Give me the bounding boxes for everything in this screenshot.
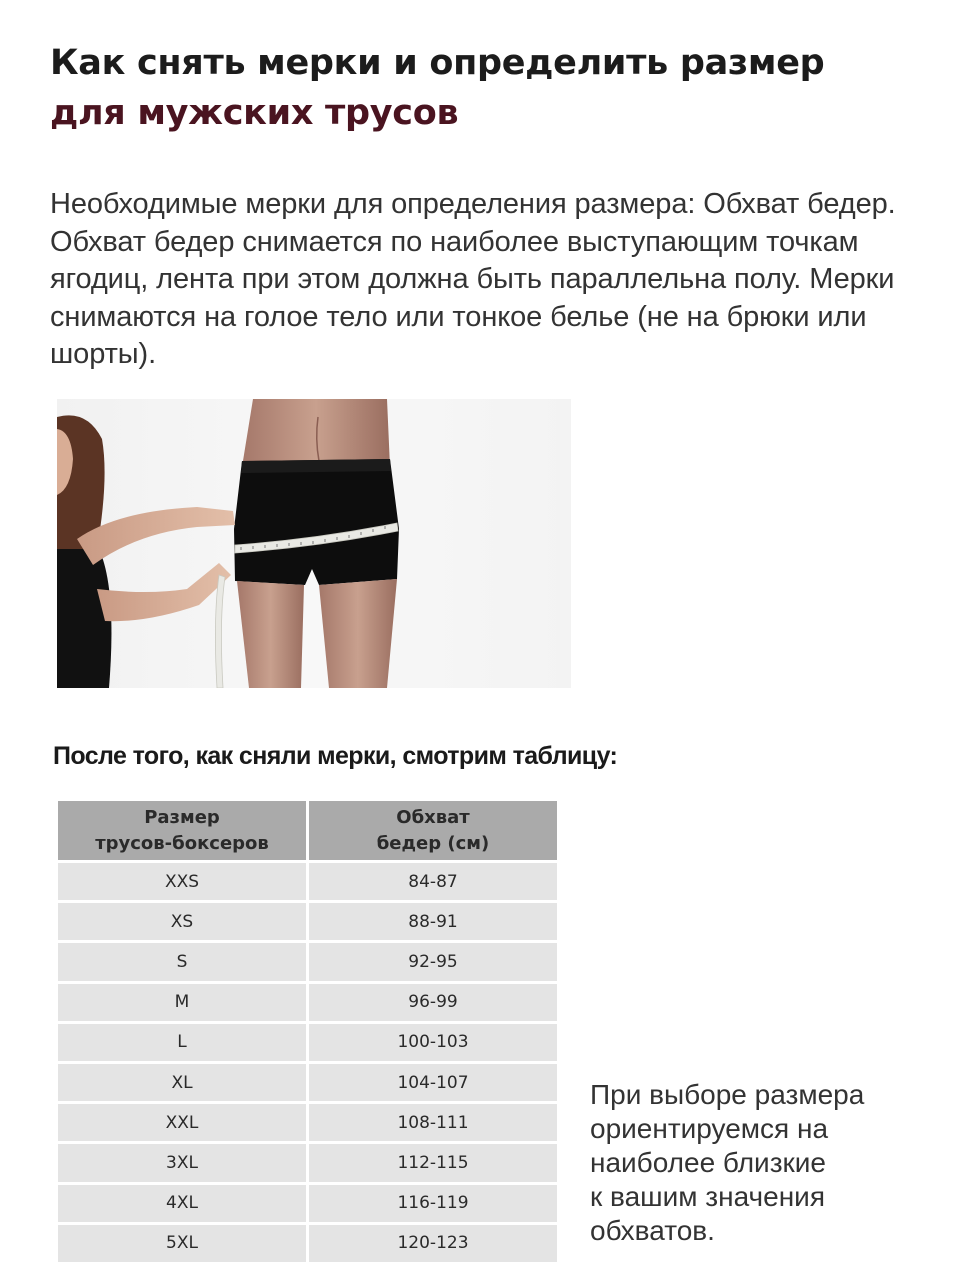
table-row xyxy=(58,903,557,940)
size-cell: L xyxy=(58,1024,306,1061)
page-title-line-1: Как снять мерки и определить размер xyxy=(50,43,825,83)
table-row xyxy=(58,1024,557,1061)
note-line-1: При выборе размера xyxy=(590,1079,865,1110)
hips-column-header-line-2: бедер (см) xyxy=(376,832,490,854)
size-cell: XXS xyxy=(58,863,306,900)
table-row xyxy=(58,1144,557,1181)
size-cell: M xyxy=(58,984,306,1021)
size-table xyxy=(55,798,560,1265)
hips-cell: 108-111 xyxy=(309,1104,557,1141)
size-column-header xyxy=(58,801,306,860)
note-line-4: к вашим значения xyxy=(590,1181,825,1212)
table-row xyxy=(58,1064,557,1101)
size-cell: 5XL xyxy=(58,1225,306,1262)
note-line-3: наиболее близкие xyxy=(590,1147,826,1178)
hips-cell: 104-107 xyxy=(309,1064,557,1101)
measuring-photo xyxy=(57,399,571,688)
intro-paragraph: Необходимые мерки для определения размера: Обхват бедер. Обхват бедер снимается по наиболее выступающим точкам ягодиц, лента при этом должна быть параллельна полу. Мерки снимаются на голое тело или тонкое белье (не на брюки или шорты). xyxy=(50,188,896,370)
size-cell: XXL xyxy=(58,1104,306,1141)
size-selection-note xyxy=(590,1078,864,1248)
size-cell: S xyxy=(58,943,306,980)
size-table-header-row xyxy=(58,801,557,860)
size-column-header-line-1: Размер xyxy=(144,806,220,828)
table-row xyxy=(58,1185,557,1222)
hips-cell: 100-103 xyxy=(309,1024,557,1061)
hips-cell: 96-99 xyxy=(309,984,557,1021)
page-title-line-2: для мужских трусов xyxy=(50,93,459,133)
table-row xyxy=(58,984,557,1021)
boxer-waistband xyxy=(241,459,391,473)
table-subheading: После того, как сняли мерки, смотрим таблицу: xyxy=(53,742,618,770)
size-column-header-line-2: трусов-боксеров xyxy=(95,832,269,854)
hips-cell: 88-91 xyxy=(309,903,557,940)
table-row xyxy=(58,943,557,980)
note-line-5: обхватов. xyxy=(590,1215,715,1246)
hips-cell: 84-87 xyxy=(309,863,557,900)
size-cell: 4XL xyxy=(58,1185,306,1222)
hips-column-header-line-1: Обхват xyxy=(396,806,470,828)
table-row xyxy=(58,1225,557,1262)
hips-cell: 92-95 xyxy=(309,943,557,980)
hips-column-header xyxy=(309,801,557,860)
size-cell: XS xyxy=(58,903,306,940)
boxer-briefs xyxy=(234,459,399,585)
woman-body xyxy=(57,549,111,688)
hips-cell: 116-119 xyxy=(309,1185,557,1222)
man-right-leg xyxy=(319,579,397,688)
page-title xyxy=(50,38,824,138)
size-cell: 3XL xyxy=(58,1144,306,1181)
hips-cell: 120-123 xyxy=(309,1225,557,1262)
size-cell: XL xyxy=(58,1064,306,1101)
table-row xyxy=(58,863,557,900)
hips-cell: 112-115 xyxy=(309,1144,557,1181)
note-line-2: ориентируемся на xyxy=(590,1113,829,1144)
table-row xyxy=(58,1104,557,1141)
